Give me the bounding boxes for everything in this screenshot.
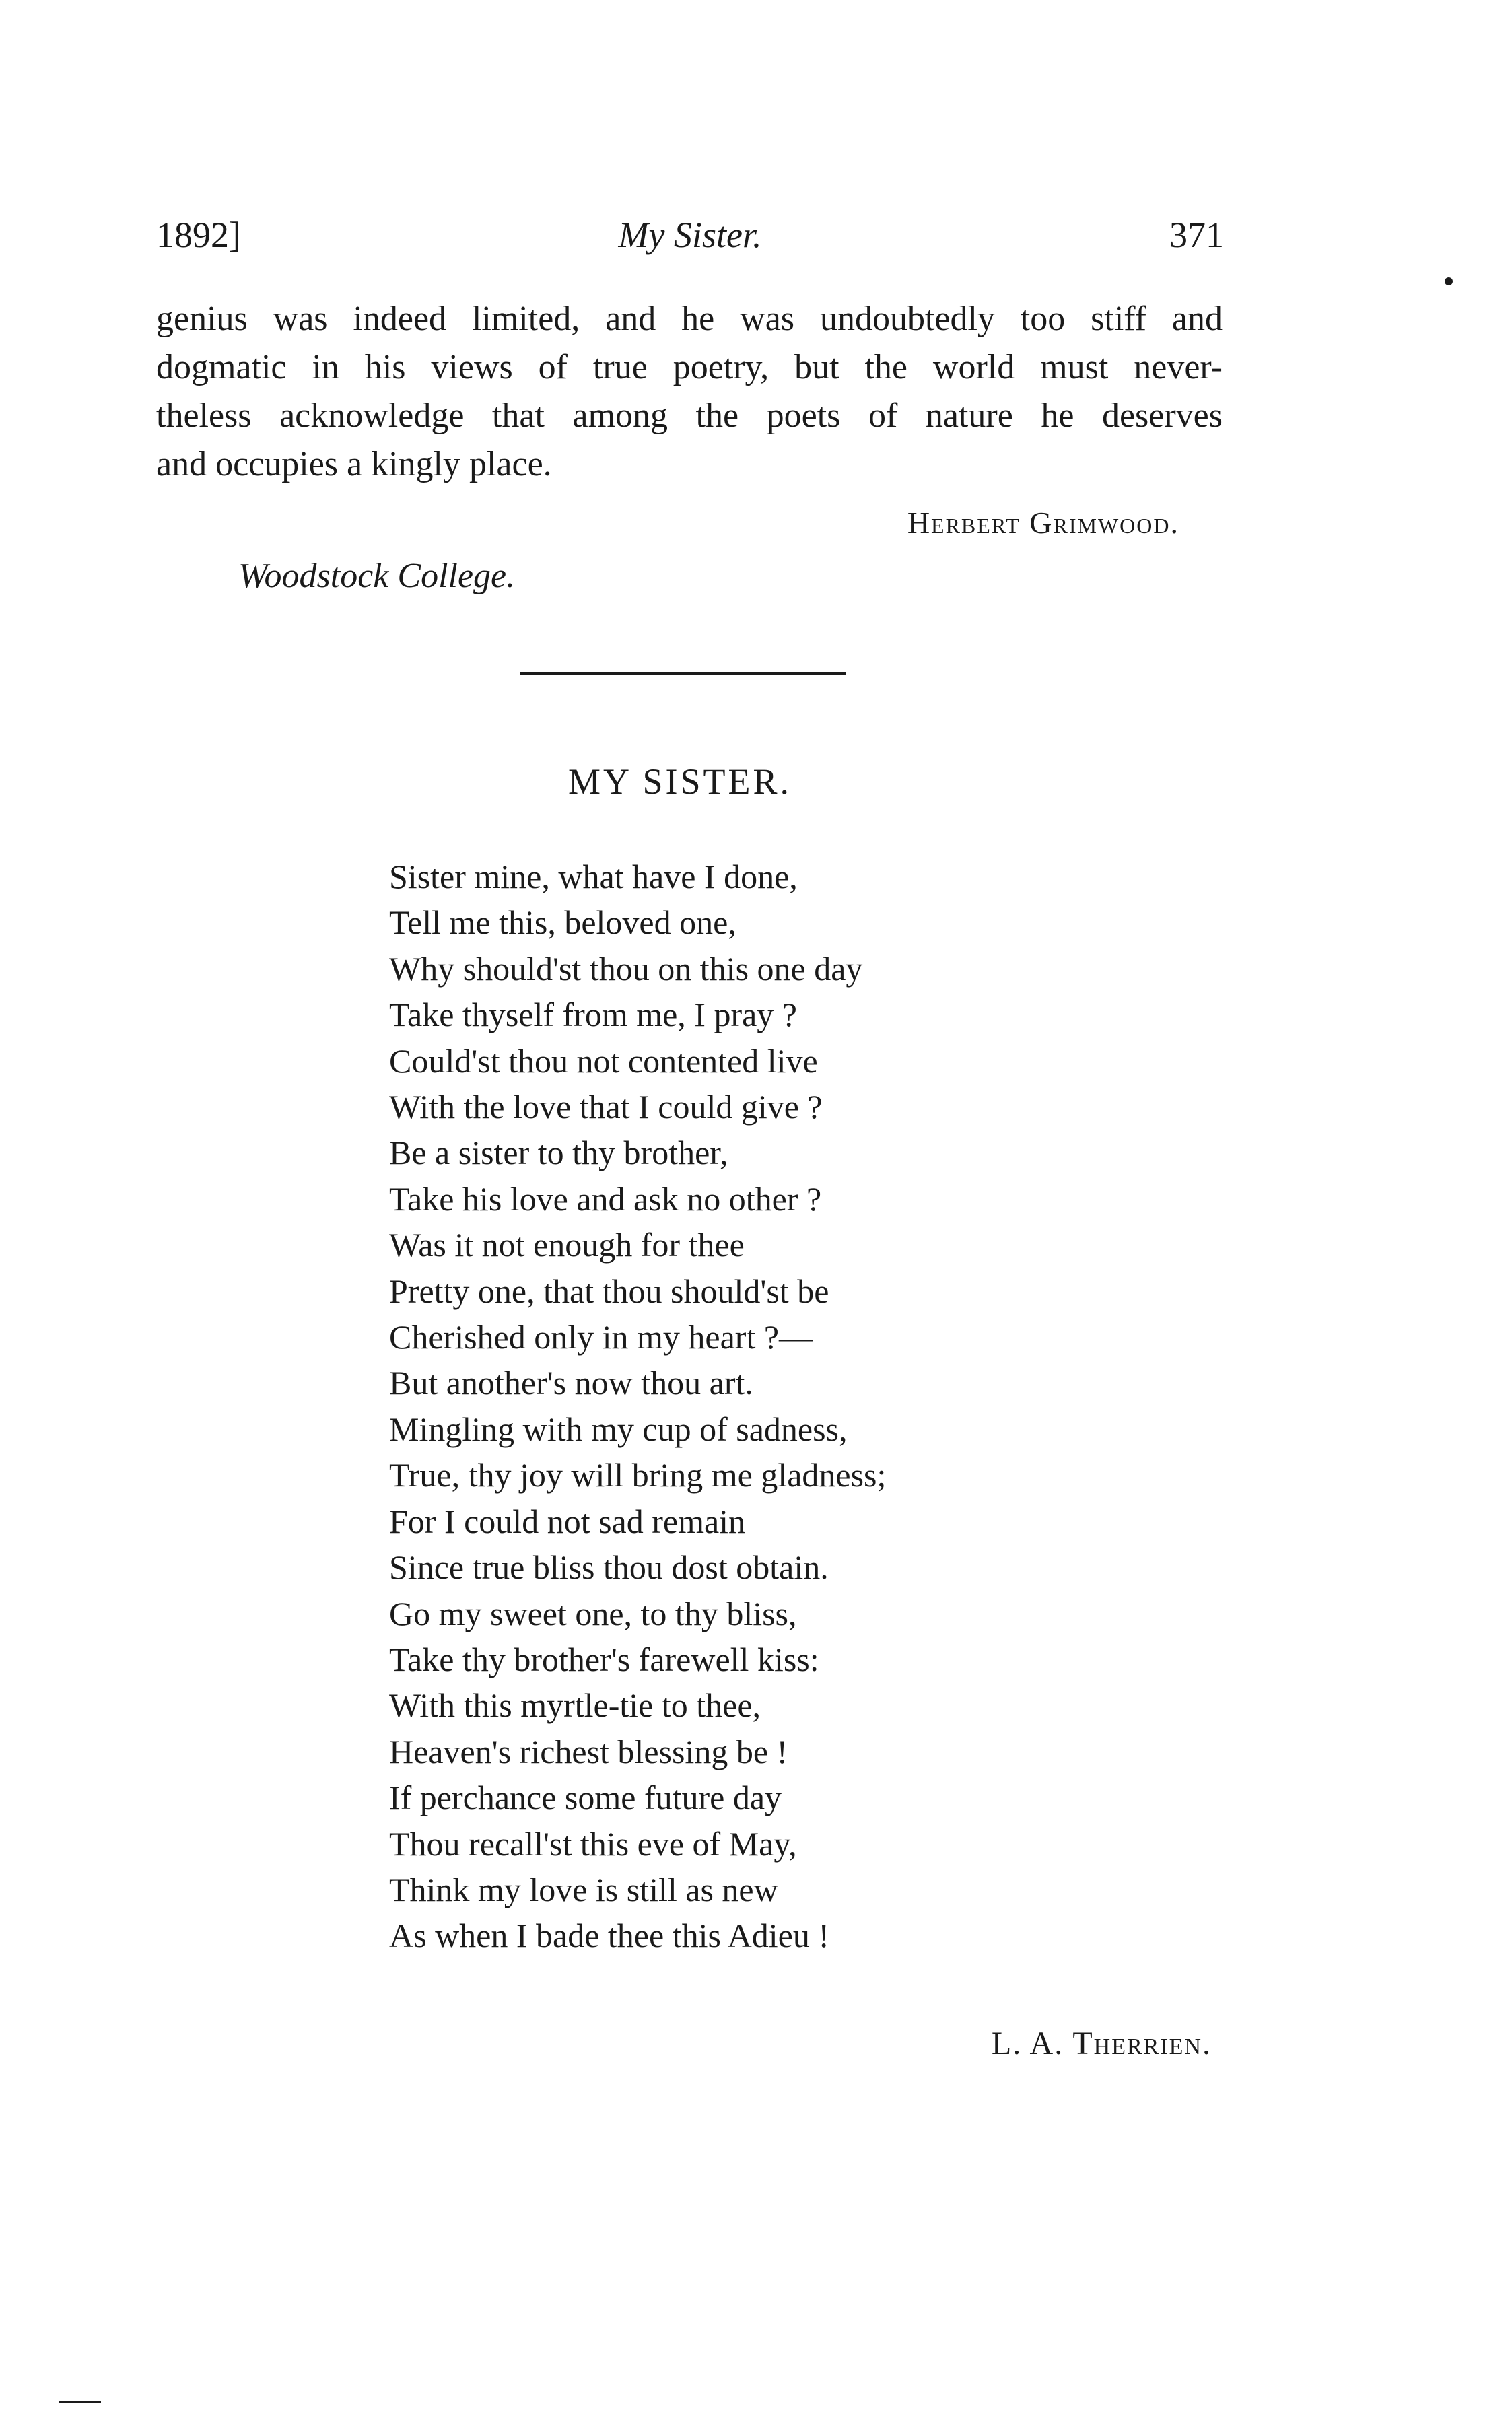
poem-verse: Go my sweet one, to thy bliss, <box>389 1594 797 1632</box>
poem-body <box>389 854 886 1959</box>
poem-verse: Heaven's richest blessing be ! <box>389 1732 788 1770</box>
poem-verse: Take thyself from me, I pray ? <box>389 996 797 1034</box>
prose-line: genius was indeed limited, and he was undoubtedly too stiff and <box>156 300 1223 338</box>
poem-verse: Was it not enough for thee <box>389 1226 745 1264</box>
poem-verse: Since true bliss thou dost obtain. <box>389 1548 829 1587</box>
poem-verse: Why should'st thou on this one day <box>389 949 863 988</box>
poem-verse: True, thy joy will bring me gladness; <box>389 1456 887 1494</box>
poem-verse: With this myrtle-tie to thee, <box>389 1686 761 1725</box>
poem-verse: If perchance some future day <box>389 1779 782 1817</box>
poem-verse: For I could not sad remain <box>389 1502 746 1540</box>
poem-verse: Think my love is still as new <box>389 1870 778 1908</box>
margin-dot <box>1445 277 1453 285</box>
prose-author-signature: Herbert Grimwood. <box>907 506 1179 540</box>
poem-verse: Could'st thou not contented live <box>389 1041 818 1080</box>
header-year: 1892] <box>156 215 241 255</box>
poem-verse: But another's now thou art. <box>389 1364 753 1402</box>
section-divider <box>520 672 846 675</box>
poem-verse: As when I bade thee this Adieu ! <box>389 1917 830 1955</box>
poem-verse: Cherished only in my heart ?— <box>389 1318 813 1356</box>
poem-verse: Thou recall'st this eve of May, <box>389 1824 797 1863</box>
poem-verse: With the love that I could give ? <box>389 1088 823 1126</box>
corner-rule <box>59 2401 101 2403</box>
prose-line: theless acknowledge that among the poets of nature he deserves <box>156 397 1223 435</box>
prose-author-affiliation: Woodstock College. <box>238 557 516 595</box>
poem-verse: Sister mine, what have I done, <box>389 858 798 895</box>
poem-verse: Tell me this, beloved one, <box>389 903 736 942</box>
running-header <box>156 214 1224 268</box>
prose-line: and occupies a kingly place. <box>156 445 552 483</box>
poem-verse: Mingling with my cup of sadness, <box>389 1410 848 1448</box>
poem-verse: Take his love and ask no other ? <box>389 1179 822 1218</box>
header-title: My Sister. <box>618 215 762 255</box>
prose-line: dogmatic in his views of true poetry, but the world must never- <box>156 348 1223 386</box>
poem-verse: Be a sister to thy brother, <box>389 1134 728 1172</box>
page-number: 371 <box>1169 215 1224 255</box>
poem-verse: Take thy brother's farewell kiss: <box>389 1640 819 1678</box>
poem-author-signature: L. A. Therrien. <box>991 2026 1212 2061</box>
prose-paragraph <box>156 295 1223 489</box>
poem-verse: Pretty one, that thou should'st be <box>389 1272 829 1310</box>
poem-title: MY SISTER. <box>568 761 792 802</box>
